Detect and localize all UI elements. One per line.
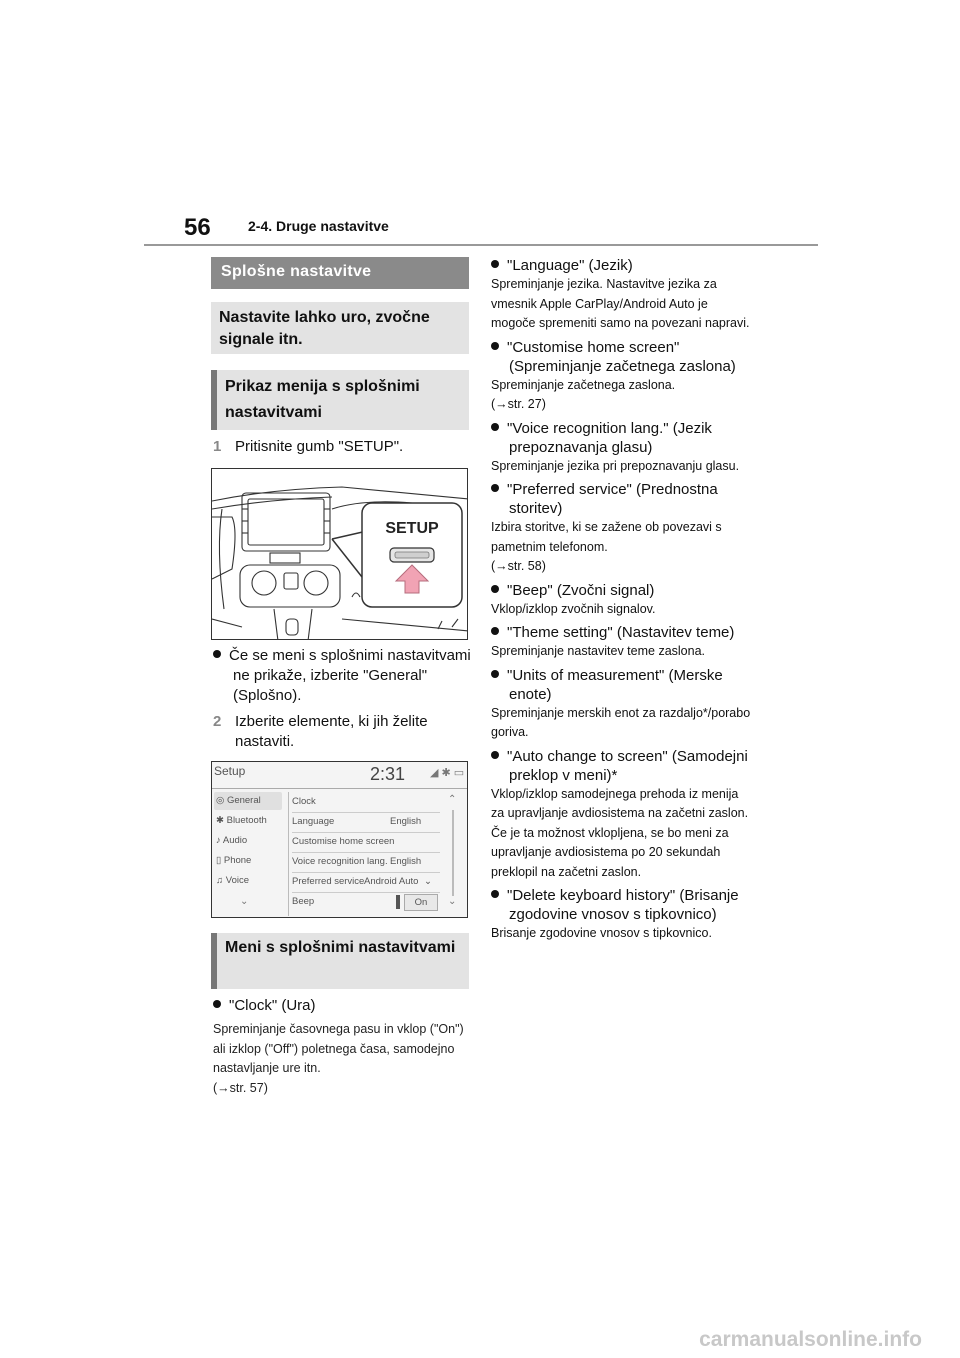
sidebar-label: Audio [222,835,248,846]
sidebar-divider [288,792,289,916]
bullet-icon [491,670,499,678]
item-desc: Spreminjanje jezika. Nastavitve jezika za vmesnik Apple CarPlay/Android Auto je mogoče spremeniti samo na povezani napravi. [491,277,750,330]
bullet-text: Če se meni s splošnimi nastavitvami ne prikaže, izberite "General" (Splošno). [229,647,471,704]
item-desc: Vklop/izklop samodejnega prehoda iz menija za upravljanje avdiosistema na začetni zaslon. Če je ta možnost vklopljena, se bo meni za upravljanje avdiosistema po 20 sekundah preklopil na začetni zaslon. [491,786,749,879]
scroll-down-icon[interactable]: ⌄ [448,896,457,907]
item-title: "Preferred service" (Prednostna storitev) [507,481,718,517]
setup-screen-illustration [211,761,468,918]
item-title: "Clock" (Ura) [229,997,316,1014]
row-value: Android Auto [364,876,419,887]
sidebar-item-bluetooth[interactable] [216,815,267,826]
bullet-icon [491,751,499,759]
row-label: Preferred service [292,876,365,887]
step-1 [213,437,473,457]
row-value: English [390,816,422,827]
list-item[interactable] [292,872,440,893]
phone-icon: ▯ [216,855,222,866]
step-number: 1 [213,438,222,455]
row-label: Voice recognition lang. [292,856,388,867]
bullet-icon [491,423,499,431]
section-title: 2-4. Druge nastavitve [248,218,389,234]
subheading-menu-display: Prikaz menija s splošnimi nastavitvami [211,370,469,430]
item-ref: (→str. 57) [213,1080,268,1095]
sidebar-label: Voice [225,875,250,886]
watermark: carmanualsonline.info [699,1328,922,1351]
dashboard-drawing [212,469,468,640]
item-title: "Language" (Jezik) [507,257,633,274]
screen-time: 2:31 [370,764,406,784]
bullet-icon [491,484,499,492]
bullet-icon [491,585,499,593]
menu-item-customise [491,338,751,415]
sidebar-label: General [226,795,261,806]
sidebar-item-phone[interactable] [216,855,251,866]
item-desc: Spreminjanje začetnega zaslona. [491,377,676,392]
item-desc: Brisanje zgodovine vnosov s tipkovnico. [491,926,712,940]
microphone-icon: ♫ [216,875,224,886]
chevron-down-icon[interactable]: ⌄ [240,896,249,907]
page-number: 56 [184,214,211,241]
item-desc: Vklop/izklop zvočnih signalov. [491,601,656,616]
row-label: Language [292,816,335,827]
step-text: Izberite elemente, ki jih želite nastaviti. [235,713,428,750]
sidebar-label: Phone [223,855,252,866]
toggle-indicator [396,895,400,909]
menu-item-units [491,666,751,743]
right-column [491,256,751,944]
item-title: "Units of measurement" (Merske enote) [507,666,723,703]
item-ref: (→str. 58) [491,559,546,573]
bullet-icon [491,627,499,635]
bullet-icon [213,1000,221,1008]
item-desc: Spreminjanje nastavitev teme zaslona. [491,644,706,658]
bullet-general-hint [213,646,471,706]
bullet-icon [491,260,499,268]
intro-box: Nastavite lahko uro, zvočne signale itn. [211,302,469,354]
list-item[interactable] [292,832,440,853]
dashboard-illustration [211,468,468,640]
clock-item [213,996,471,1098]
screen-title: Setup [214,764,246,778]
row-label: Customise home screen [292,836,395,847]
gear-icon: ◎ [216,795,225,806]
item-title: "Auto change to screen" (Samodejni preklop v meni)* [507,747,748,784]
item-title: "Theme setting" (Nastavitev teme) [507,624,735,641]
music-note-icon: ♪ [216,835,221,846]
status-icons: ◢ ✱ ▭ [430,767,465,779]
sidebar-item-general[interactable] [216,795,261,806]
scrollbar[interactable] [452,810,454,896]
row-label: Clock [292,796,316,807]
setup-button-label: SETUP [385,520,439,537]
item-desc: Spreminjanje merskih enot za razdaljo*/porabo goriva. [491,705,751,739]
item-desc: Spreminjanje časovnega pasu in vklop ("On") ali izklop ("Off") poletnega časa, samodejno nastavljanje ure itn. [213,1022,464,1075]
step-2 [213,712,471,752]
header-rule [144,244,818,246]
item-title: "Delete keyboard history" (Brisanje zgodovine vnosov s tipkovnico) [507,887,739,923]
row-value: English [390,856,422,867]
step-number: 2 [213,713,222,730]
bullet-icon [491,890,499,898]
scroll-up-icon[interactable]: ⌃ [448,794,457,805]
menu-item-auto-change [491,747,751,883]
bullet-icon [213,650,221,658]
subheading-general-menu: Meni s splošnimi nastavitvami [211,933,469,989]
item-desc: Spreminjanje jezika pri prepoznavanju glasu. [491,458,740,473]
list-item[interactable] [292,792,440,813]
section-heading: Splošne nastavitve [211,257,469,289]
list-item[interactable] [292,892,440,912]
row-label: Beep [292,896,315,907]
item-title: "Beep" (Zvočni signal) [507,581,655,599]
menu-item-delete-history [491,886,751,944]
item-title: "Customise home screen" (Spreminjanje začetnega zaslona) [507,338,736,375]
step-text: Pritisnite gumb "SETUP". [235,438,404,455]
sidebar-label: Bluetooth [226,815,267,826]
bullet-icon [491,342,499,350]
chevron-down-icon: ⌄ [424,876,432,887]
menu-item-theme [491,623,751,662]
item-ref: (→str. 27) [491,397,546,411]
screen-divider [212,788,468,789]
menu-item-preferred [491,480,751,577]
screen-sidebar [212,790,286,918]
bluetooth-icon: ✱ [216,815,224,826]
sidebar-item-audio[interactable] [216,835,247,846]
sidebar-item-voice[interactable] [216,875,249,886]
menu-item-language [491,256,751,334]
list-item[interactable] [292,852,440,873]
menu-item-voice [491,419,751,477]
menu-item-beep [491,581,751,620]
list-item[interactable] [292,812,440,833]
toggle-on[interactable]: On [404,894,438,911]
item-title: "Voice recognition lang." (Jezik prepoznavanja glasu) [507,419,712,456]
item-desc: Izbira storitve, ki se zažene ob povezavi s pametnim telefonom. [491,520,722,554]
